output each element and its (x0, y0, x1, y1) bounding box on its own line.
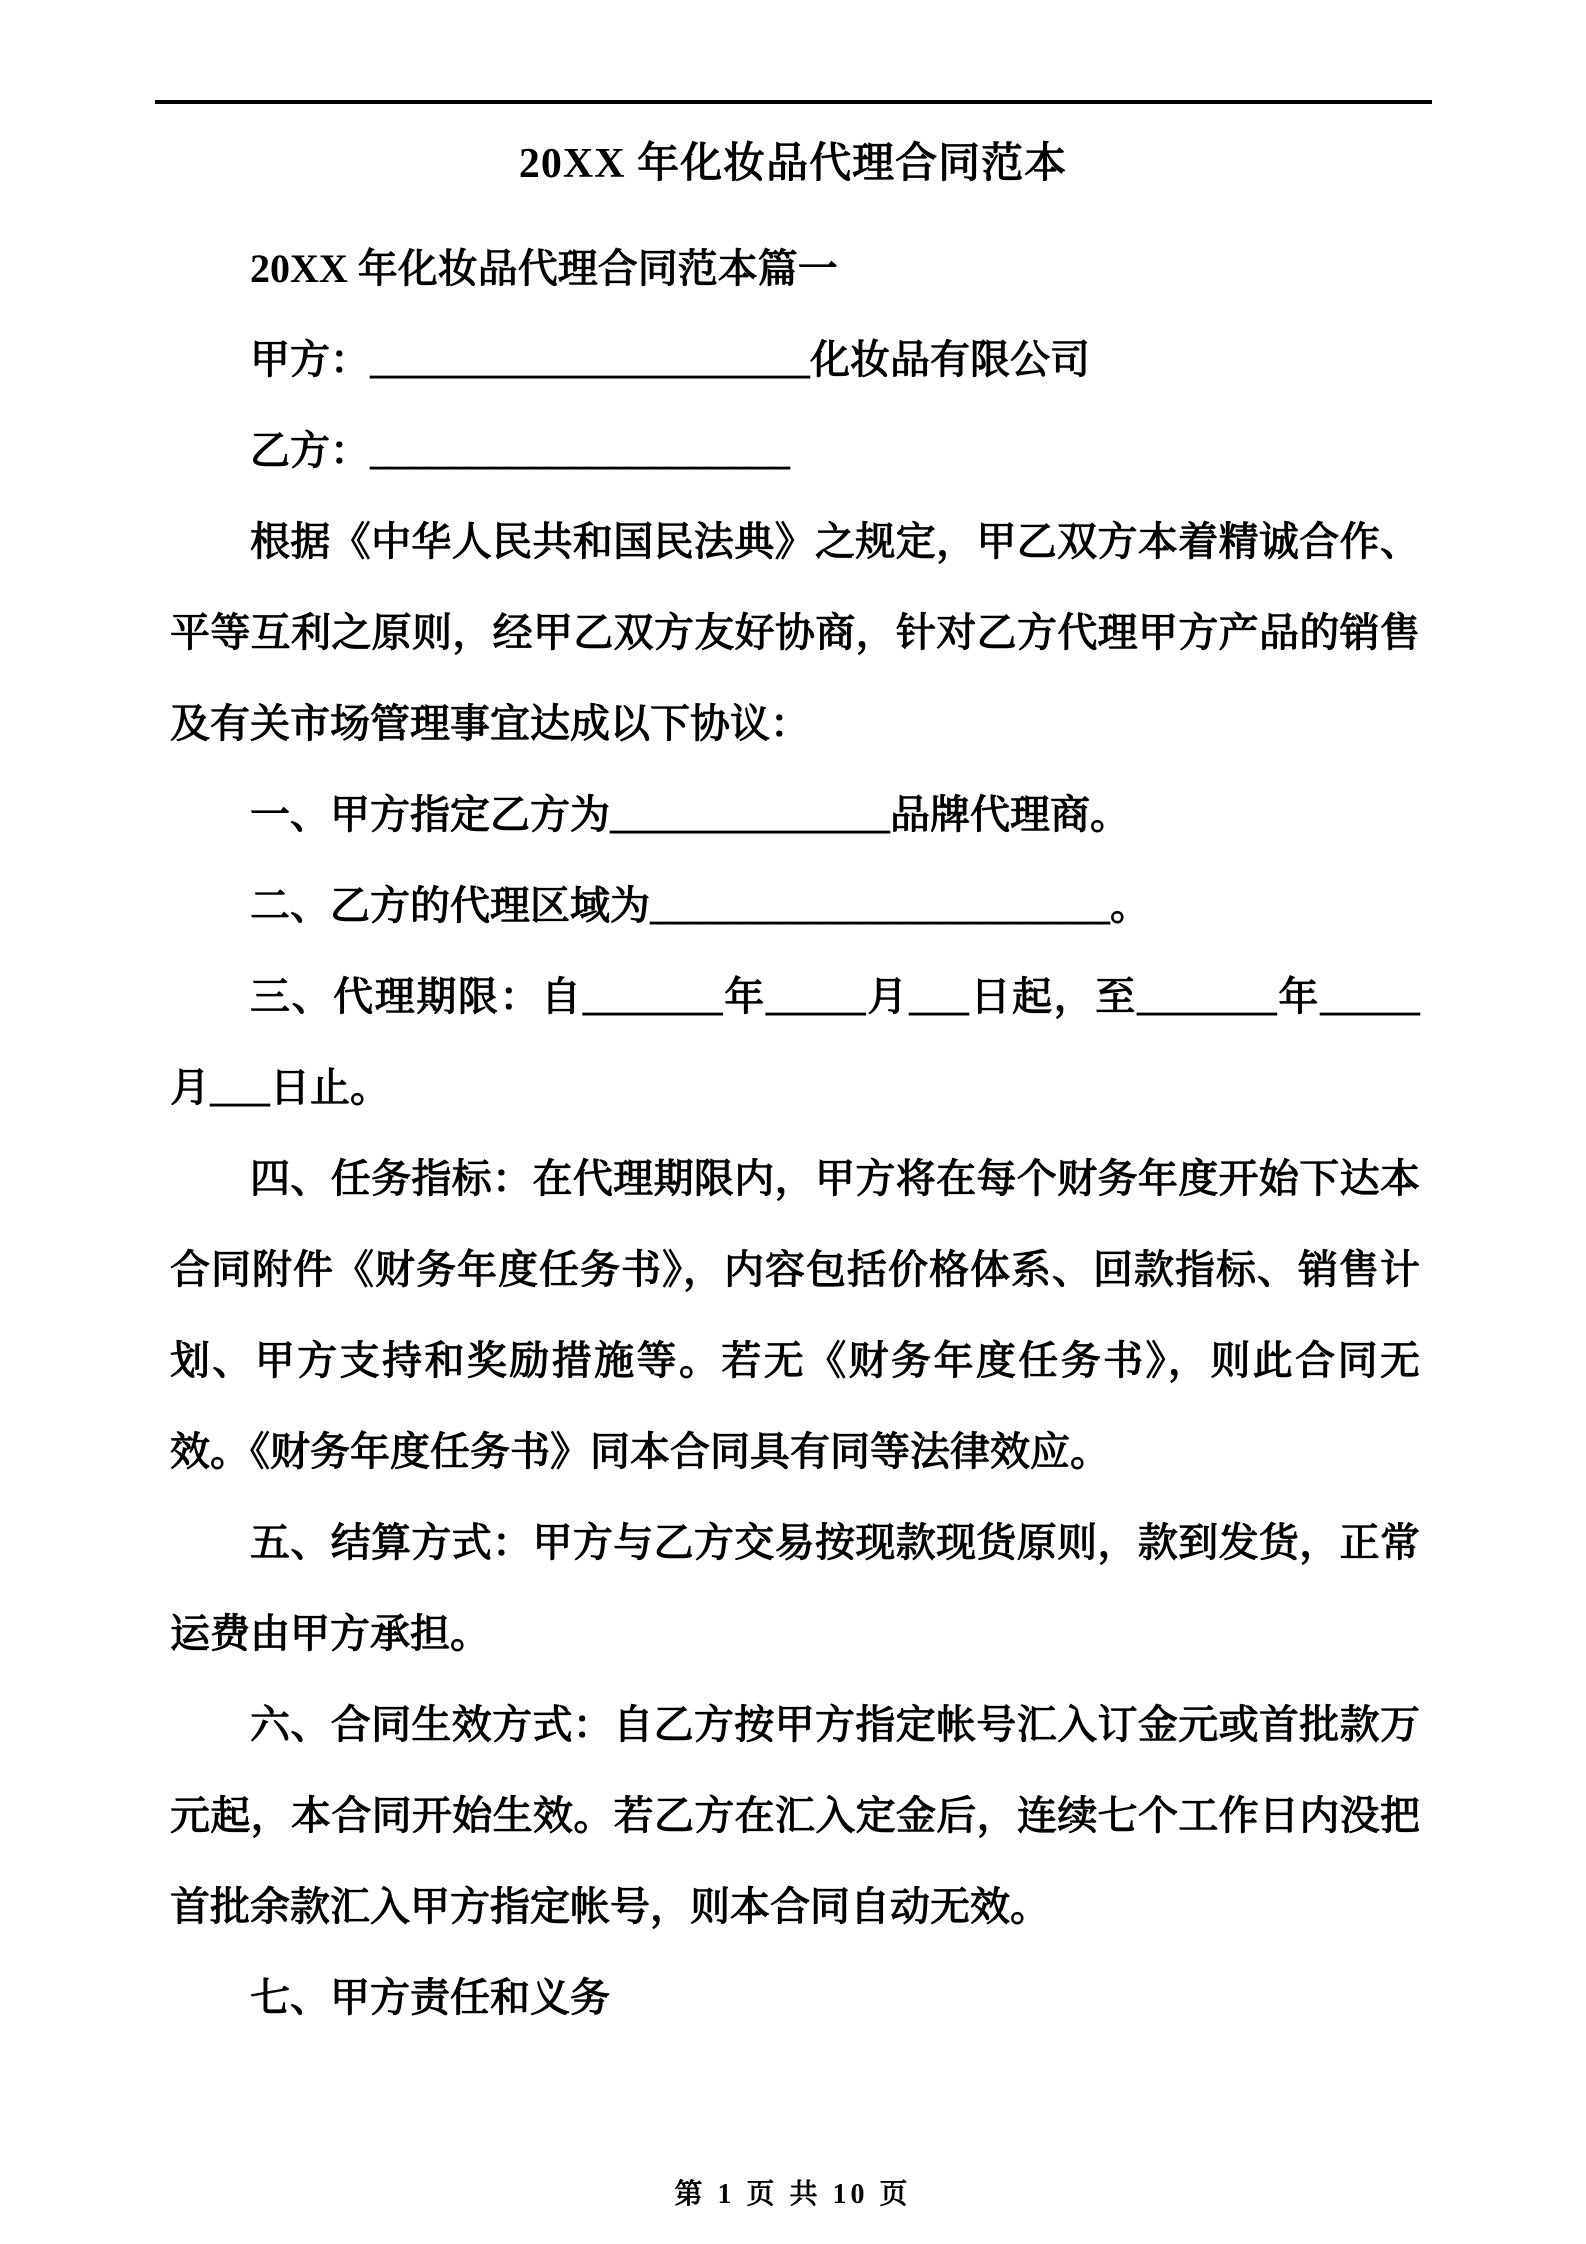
paragraph-clause-7: 七、甲方责任和义务 (250, 1974, 610, 2020)
paragraph-clause-5: 五、结算方式：甲方与乙方交易按现款现货原则，款到发货，正常运费由甲方承担。 (170, 1519, 1420, 1656)
header-rule (155, 100, 1432, 104)
paragraph-party-b: 乙方：_____________________ (250, 427, 790, 473)
paragraph-preamble: 根据《中华人民共和国民法典》之规定，甲乙双方本着精诚合作、平等互利之原则，经甲乙双方友好协商，针对乙方代理甲方产品的销售及有关市场管理事宜达成以下协议： (170, 518, 1420, 746)
paragraph-clause-1: 一、甲方指定乙方为______________品牌代理商。 (250, 791, 1130, 837)
paragraph-heading: 20XX 年化妆品代理合同范本篇一 (250, 245, 838, 291)
paragraph-party-a: 甲方：______________________化妆品有限公司 (250, 336, 1090, 382)
document-body (170, 223, 1420, 2043)
paragraph-clause-2: 二、乙方的代理区域为_______________________。 (250, 882, 1150, 928)
page-footer: 第 1 页 共 10 页 (674, 2179, 912, 2210)
document-title: 20XX 年化妆品代理合同范本 (518, 141, 1068, 187)
paragraph-clause-4: 四、任务指标：在代理期限内，甲方将在每个财务年度开始下达本合同附件《财务年度任务书》，内容包括价格体系、回款指标、销售计划、甲方支持和奖励措施等。若无《财务年度任务书》，则此合同无效。《财务年度任务书》同本合同具有同等法律效应。 (170, 1155, 1420, 1474)
paragraph-clause-3: 三、代理期限：自_______年_____月___日起，至_______年_____月___日止。 (170, 973, 1420, 1110)
paragraph-clause-6: 六、合同生效方式：自乙方按甲方指定帐号汇入订金元或首批款万元起，本合同开始生效。若乙方在汇入定金后，连续七个工作日内没把首批余款汇入甲方指定帐号，则本合同自动无效。 (170, 1701, 1420, 1929)
